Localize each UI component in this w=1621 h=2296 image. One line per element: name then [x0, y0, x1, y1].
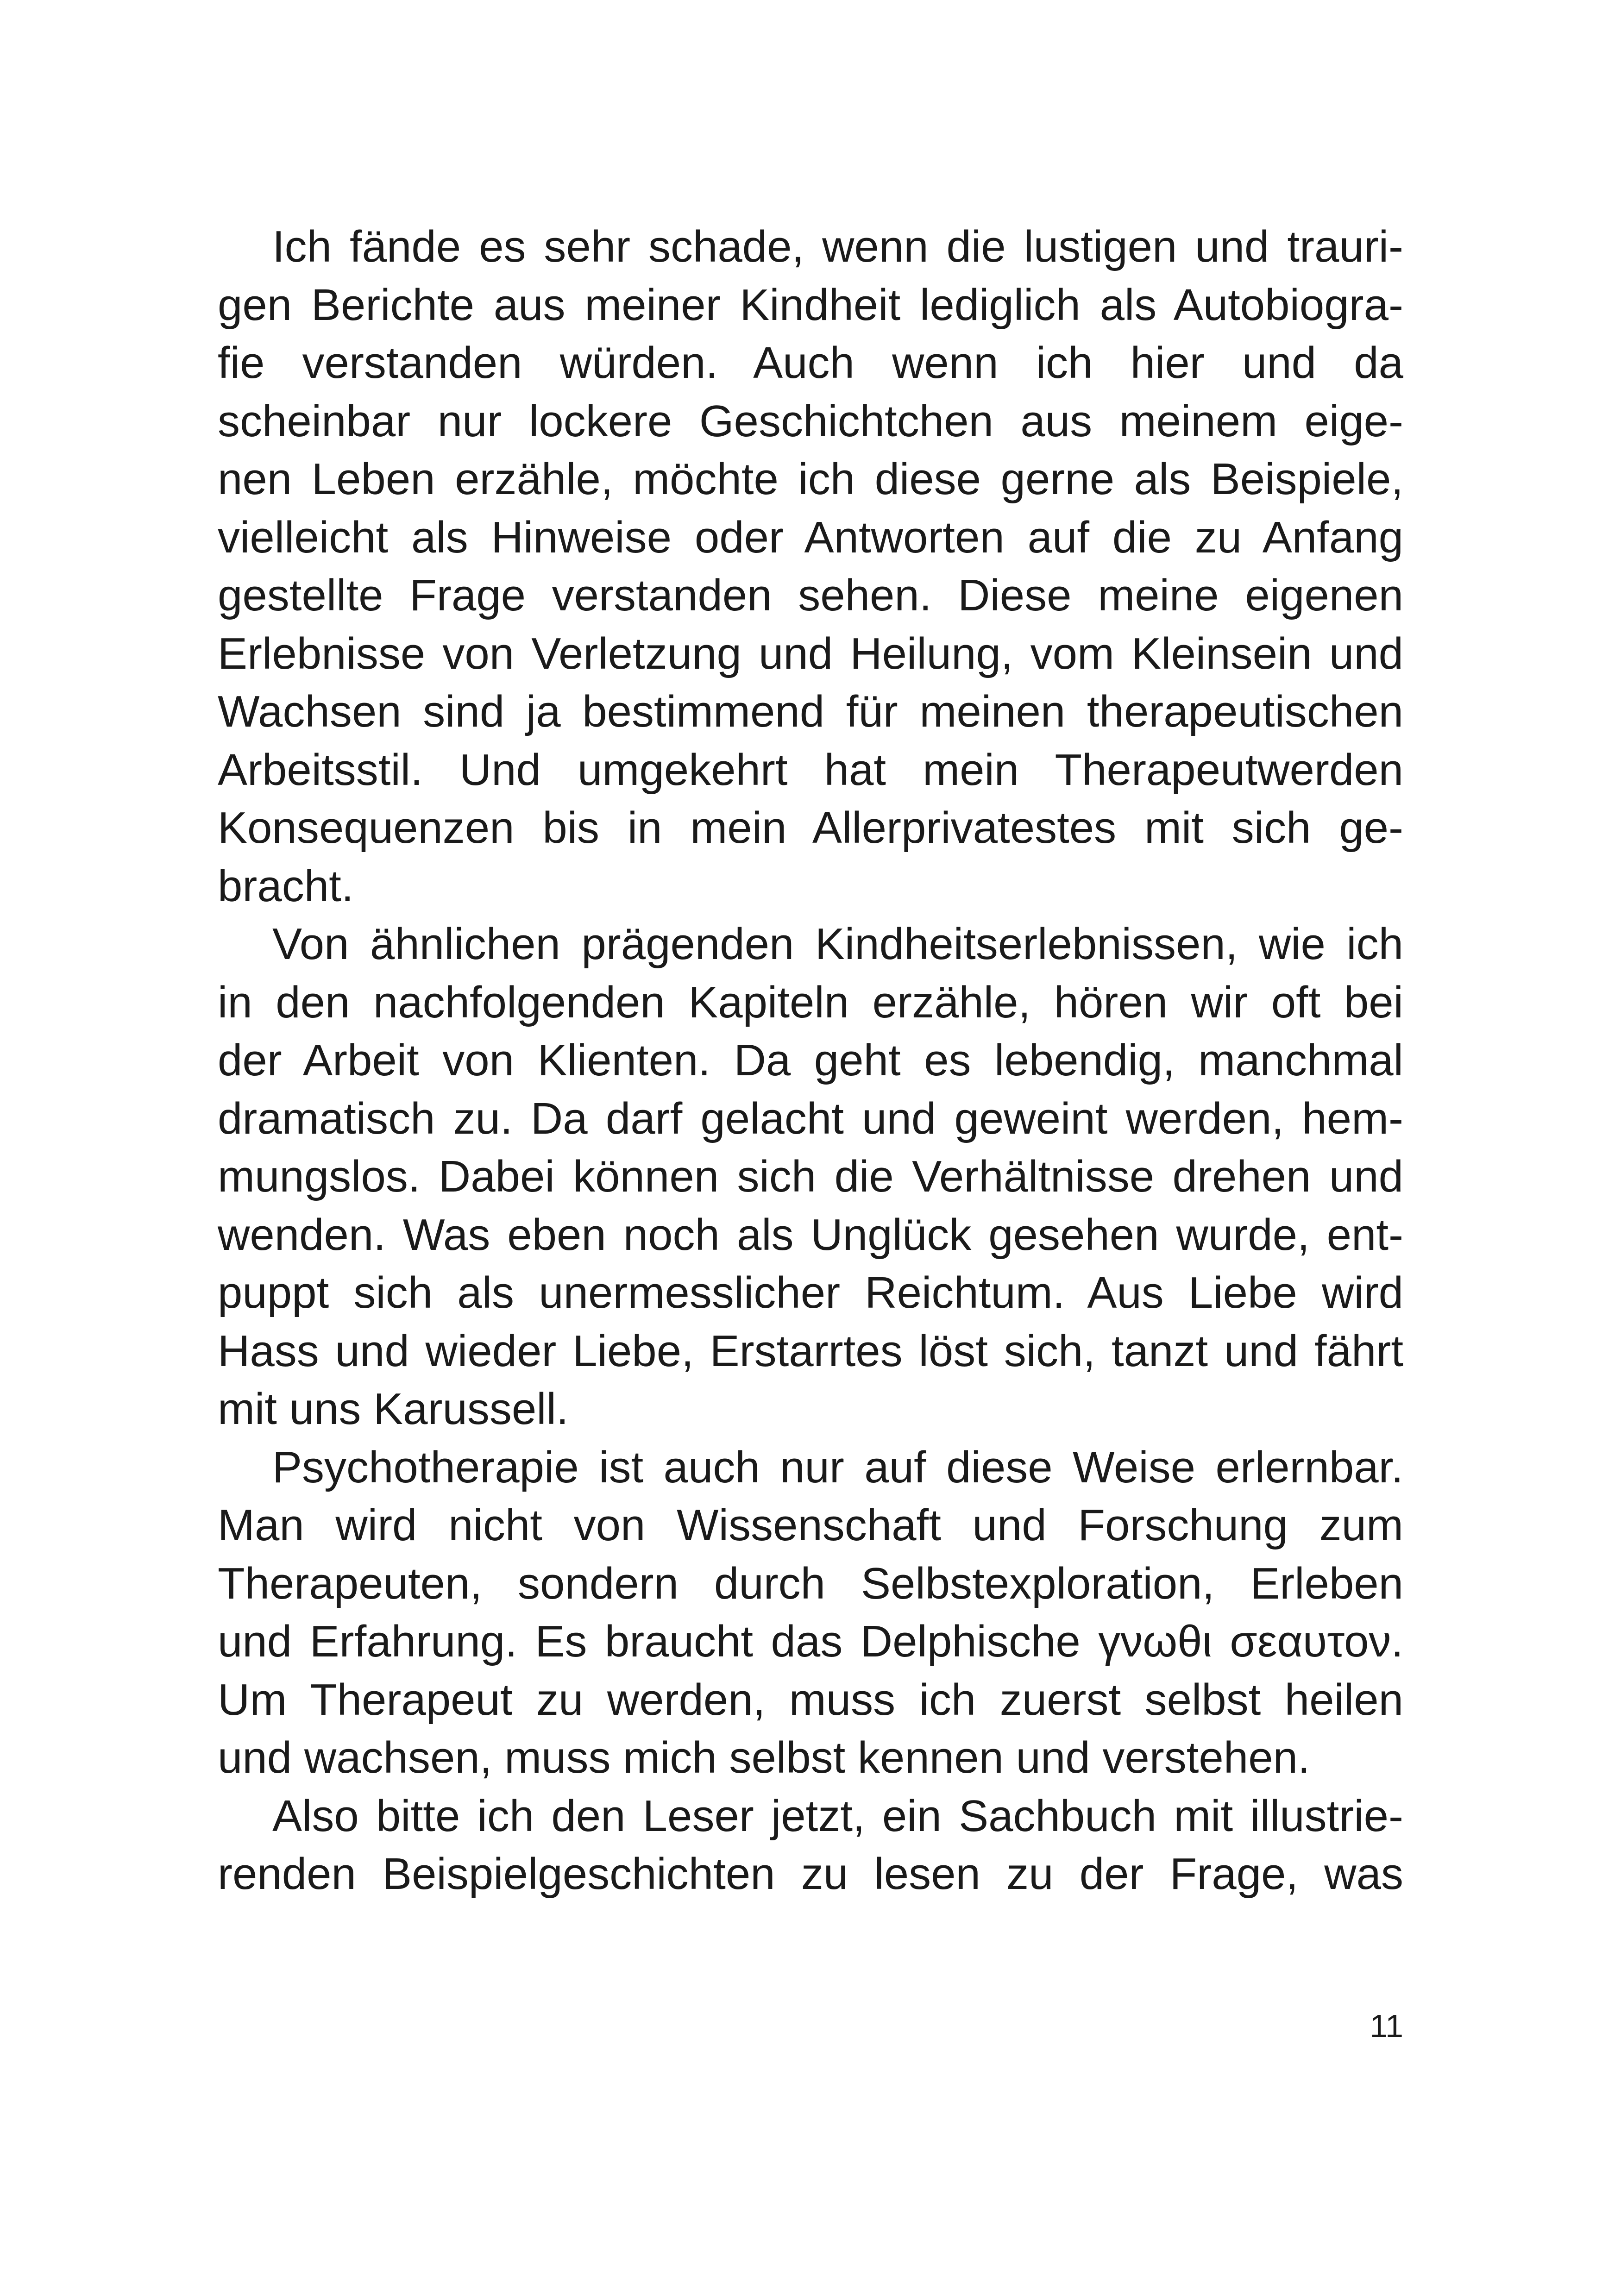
text-line: wenden. Was eben noch als Unglück gesehen wurde, ent-: [218, 1210, 1403, 1260]
text-line: fie verstanden würden. Auch wenn ich hier und da: [218, 338, 1403, 388]
text-line: vielleicht als Hinweise oder Antworten auf die zu Anfang: [218, 512, 1403, 562]
text-line: Um Therapeut zu werden, muss ich zuerst selbst heilen: [218, 1675, 1403, 1725]
text-line: dramatisch zu. Da darf gelacht und geweint werden, hem-: [218, 1093, 1403, 1143]
text-line: Ich fände es sehr schade, wenn die lustigen und trauri-: [272, 222, 1403, 271]
text-line: bracht.: [218, 861, 354, 911]
text-line: und Erfahrung. Es braucht das Delphische γνωθι σεαυτον.: [218, 1617, 1403, 1666]
text-line: in den nachfolgenden Kapiteln erzähle, hören wir oft bei: [218, 977, 1403, 1027]
text-line: Konsequenzen bis in mein Allerprivatestes mit sich ge-: [218, 803, 1403, 853]
text-line: mungslos. Dabei können sich die Verhältnisse drehen und: [218, 1152, 1403, 1201]
text-line: nen Leben erzähle, möchte ich diese gerne als Beispiele,: [218, 454, 1403, 504]
text-line: Hass und wieder Liebe, Erstarrtes löst sich, tanzt und fährt: [218, 1326, 1403, 1376]
text-line: Psychotherapie ist auch nur auf diese Weise erlernbar.: [272, 1442, 1403, 1492]
text-line: Also bitte ich den Leser jetzt, ein Sachbuch mit illustrie-: [272, 1791, 1403, 1841]
text-line: gestellte Frage verstanden sehen. Diese meine eigenen: [218, 571, 1403, 620]
text-line: Man wird nicht von Wissenschaft und Forschung zum: [218, 1500, 1403, 1550]
text-line: Von ähnlichen prägenden Kindheitserlebnissen, wie ich: [272, 919, 1403, 969]
text-line: Erlebnisse von Verletzung und Heilung, vom Kleinsein und: [218, 628, 1403, 678]
text-line: renden Beispielgeschichten zu lesen zu der Frage, was: [218, 1849, 1403, 1899]
text-line: Therapeuten, sondern durch Selbstexploration, Erleben: [218, 1558, 1403, 1608]
text-line: und wachsen, muss mich selbst kennen und verstehen.: [218, 1733, 1310, 1782]
text-line: der Arbeit von Klienten. Da geht es lebendig, manchmal: [218, 1035, 1403, 1085]
text-line: puppt sich als unermesslicher Reichtum. Aus Liebe wird: [218, 1268, 1403, 1317]
text-line: scheinbar nur lockere Geschichtchen aus meinem eige-: [218, 396, 1403, 446]
text-line: Wachsen sind ja bestimmend für meinen therapeutischen: [218, 687, 1403, 736]
text-line: gen Berichte aus meiner Kindheit lediglich als Autobiogra-: [218, 280, 1403, 330]
text-line: Arbeitsstil. Und umgekehrt hat mein Therapeutwerden: [218, 745, 1403, 795]
page-number: 11: [1370, 2008, 1403, 2044]
text-line: mit uns Karussell.: [218, 1384, 569, 1434]
body-text: [218, 218, 1403, 1903]
